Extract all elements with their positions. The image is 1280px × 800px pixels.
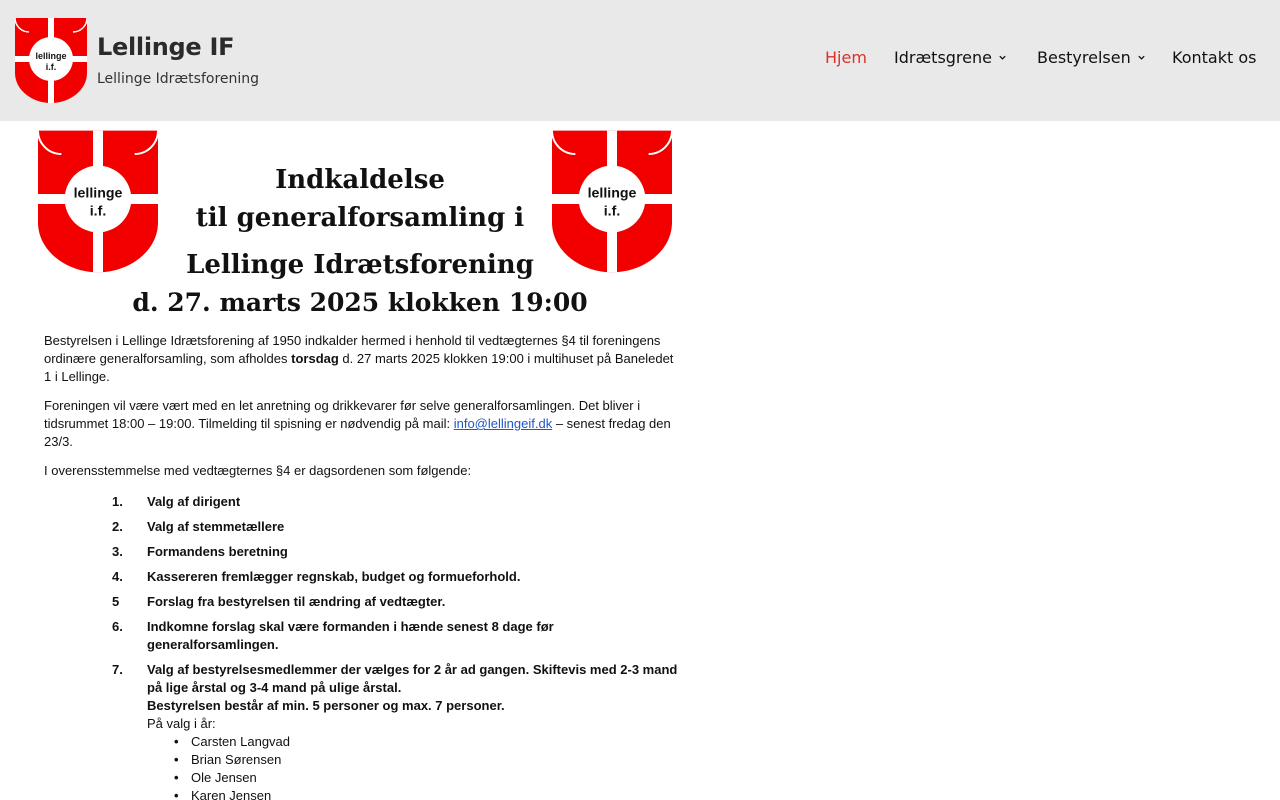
svg-text:i.f.: i.f. [89, 203, 107, 220]
nav-item-kontakt-os[interactable] [1172, 48, 1256, 67]
nav-item-hjem[interactable] [825, 48, 867, 67]
email-link[interactable]: info@lellingeif.dk [453, 416, 553, 431]
chevron-down-icon[interactable] [1137, 53, 1146, 62]
site-logo[interactable] [15, 18, 87, 103]
site-header [0, 0, 1280, 121]
invitation-document: lellinge i.f. lellinge i.f. Indkaldelse til generalforsamling i Lellinge Idrætsforening d. 27. marts 2025 klokken 19:00 Bestyrelsen i Lellinge Idrætsforening af 1950 indkalder hermed i henhold til vedtægternes §4 til foreningens ordinære generalforsamling, som afholdes torsdag d. 27 marts 2025 klokken 19:00 i multihuset på Baneledet 1 i Lellinge. Foreningen vil være vært med en let anretning og drikkevarer før selve generalforsamlingen. Det bliver i tidsrummet 18:00 – 19:00. Tilmelding til spisning er nødvendig på mail: info@lellingeif.dk – senest fredag den 23/3. I overensstemmelse med vedtægternes §4 er dagsordenen som følgende: 1. Valg af dirigent 2. Valg af stemmetællere 3. Formandens beretning 4. Kassereren fremlægger regnskab, budget og formueforhold. 5 Forslag fra bestyrelsen til ændring af vedtægter. 6. Indkomne forslag skal være formanden i hænde senest 8 dage før generalforsamlingen. 7. Valg af bestyrelsesmedlemmer der vælges for 2 år ad gangen. Skiftevis med 2-3 mand på lige årstal og 3-4 mand på ulige årstal. Bestyrelsen består af min. 5 personer og max. 7 personer. På valg i år: Carsten Langvad Brian Sørensen Ole Jensen Karen Jensen [30, 127, 690, 800]
svg-text:i.f.: i.f. [603, 203, 621, 220]
doc-heading-line4: d. 27. marts 2025 klokken 19:00 [132, 288, 588, 317]
nav-item-idraetsgrene[interactable] [894, 48, 1007, 67]
paragraph-agenda-intro: I overensstemmelse med vedtægternes §4 er dagsordenen som følgende: [44, 463, 472, 478]
nav-label: Bestyrelsen [1037, 48, 1131, 67]
nav-label: Idrætsgrene [894, 48, 992, 67]
doc-heading-line2: til generalforsamling i [195, 203, 525, 233]
doc-heading-line3: Lellinge Idrætsforening [186, 250, 534, 280]
nav-label: Hjem [825, 48, 867, 67]
svg-text:lellinge: lellinge [587, 185, 637, 202]
nav-item-bestyrelsen[interactable] [1037, 48, 1146, 67]
svg-text:lellinge: lellinge [35, 51, 67, 61]
paragraph-dinner: Foreningen vil være vært med en let anretning og drikkevarer før selve generalforsamlingen. Det bliver i tidsrummet 18:00 – 19:00. Tilmelding til spisning er nødvendig på mail: info@lellingeif.dk – senest fredag den 23/3. [44, 398, 671, 449]
shield-logo-icon [15, 18, 87, 103]
site-tagline: Lellinge Idrætsforening [97, 71, 260, 87]
svg-text:i.f.: i.f. [45, 62, 57, 72]
site-title[interactable]: Lellinge IF [97, 33, 235, 61]
chevron-down-icon[interactable] [998, 53, 1007, 62]
svg-text:lellinge: lellinge [73, 185, 123, 202]
paragraph-intro: Bestyrelsen i Lellinge Idrætsforening af 1950 indkalder hermed i henhold til vedtægternes §4 til foreningens ordinære generalforsamling, som afholdes torsdag d. 27 marts 2025 klokken 19:00 i multihuset på Baneledet 1 i Lellinge. [44, 333, 674, 384]
doc-heading-line1: Indkaldelse [275, 165, 445, 195]
nav-label: Kontakt os [1172, 48, 1257, 67]
